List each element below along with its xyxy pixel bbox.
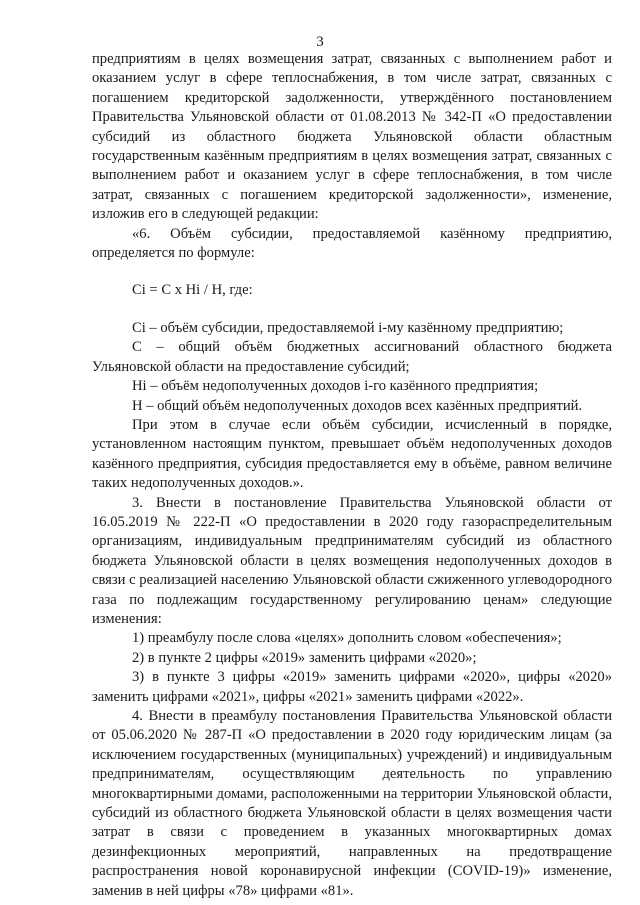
- paragraph-item-6: «6. Объём субсидии, предоставляемой казённому предприятию, определяется по формуле:: [92, 225, 612, 262]
- subsidy-formula: Ci = C x Hi / H, где:: [132, 282, 253, 299]
- paragraph-intro: предприятиям в целях возмещения затрат, связанных с выполнением работ и оказанием услуг в сфере теплоснабжения, в том числе затрат, связанных с погашением кредиторской задолженности, утверждённого постановлением Правительства Ульяновской области от 01.08.2013 № 342-П «О предоставлении субсидий из областного бюджета Ульяновской области областным государственным казённым предприятиям в целях возмещения затрат, связанных с выполнением работ и оказанием услуг в сфере теплоснабжения, в том числе затрат, связанных с погашением кредиторской задолженности», изменение, изложив его в следующей редакции:: [92, 51, 612, 223]
- paragraph-section-3: 3. Внести в постановление Правительства Ульяновской области от 16.05.2019 № 222-П «О предоставлении в 2020 году газораспределительным организациям, индивидуальным предпринимателям субсидий из областного бюджета Ульяновской области в целях возмещения недополученных доходов в связи с реализацией населению Ульяновской области сжиженного углеводородного газа по подлежащим государственному регулированию ценам» следующие изменения:: [92, 494, 612, 627]
- definition-c: C – общий объём бюджетных ассигнований областного бюджета Ульяновской области на предоставление субсидий;: [92, 339, 612, 375]
- list-item-1: 1) преамбулу после слова «целях» дополнить словом «обеспечения»;: [132, 630, 562, 647]
- list-item-2: 2) в пункте 2 цифры «2019» заменить цифрами «2020»;: [132, 649, 477, 666]
- definition-h: H – общий объём недополученных доходов всех казённых предприятий.: [132, 397, 583, 414]
- paragraph-excess-rule: При этом в случае если объём субсидии, исчисленный в порядке, установленном настоящим пунктом, превышает объём недополученных доходов казённого предприятия, субсидия предоставляется ему в объёме, равном величине таких недополученных доходов.».: [92, 416, 612, 492]
- page-number: 3: [316, 34, 324, 50]
- paragraph-section-4: 4. Внести в преамбулу постановления Правительства Ульяновской области от 05.06.2020 № 287-П «О предоставлении в 2020 году юридическим лицам (за исключением государственных (муниципальных) учреждений) и индивидуальным предпринимателям, осуществляющим деятельность по управлению многоквартирными домами, расположенными на территории Ульяновской области, субсидий из областного бюджета Ульяновской области в целях возмещения части затрат в связи с проведением в указанных многоквартирных домах дезинфекционных мероприятий, направленных на предотвращение распространения новой коронавирусной инфекции (COVID-19)» изменение, заменив в ней цифры «78» цифрами «81».: [92, 708, 612, 899]
- list-item-3: 3) в пункте 3 цифры «2019» заменить цифрами «2020», цифры «2020» заменить цифрами «2021», цифры «2021» заменить цифрами «2022».: [92, 669, 612, 705]
- definition-hi: Hi – объём недополученных доходов i-го казённого предприятия;: [132, 378, 539, 395]
- definition-ci: Ci – объём субсидии, предоставляемой i-му казённому предприятию;: [132, 319, 564, 336]
- document-body: [92, 50, 612, 901]
